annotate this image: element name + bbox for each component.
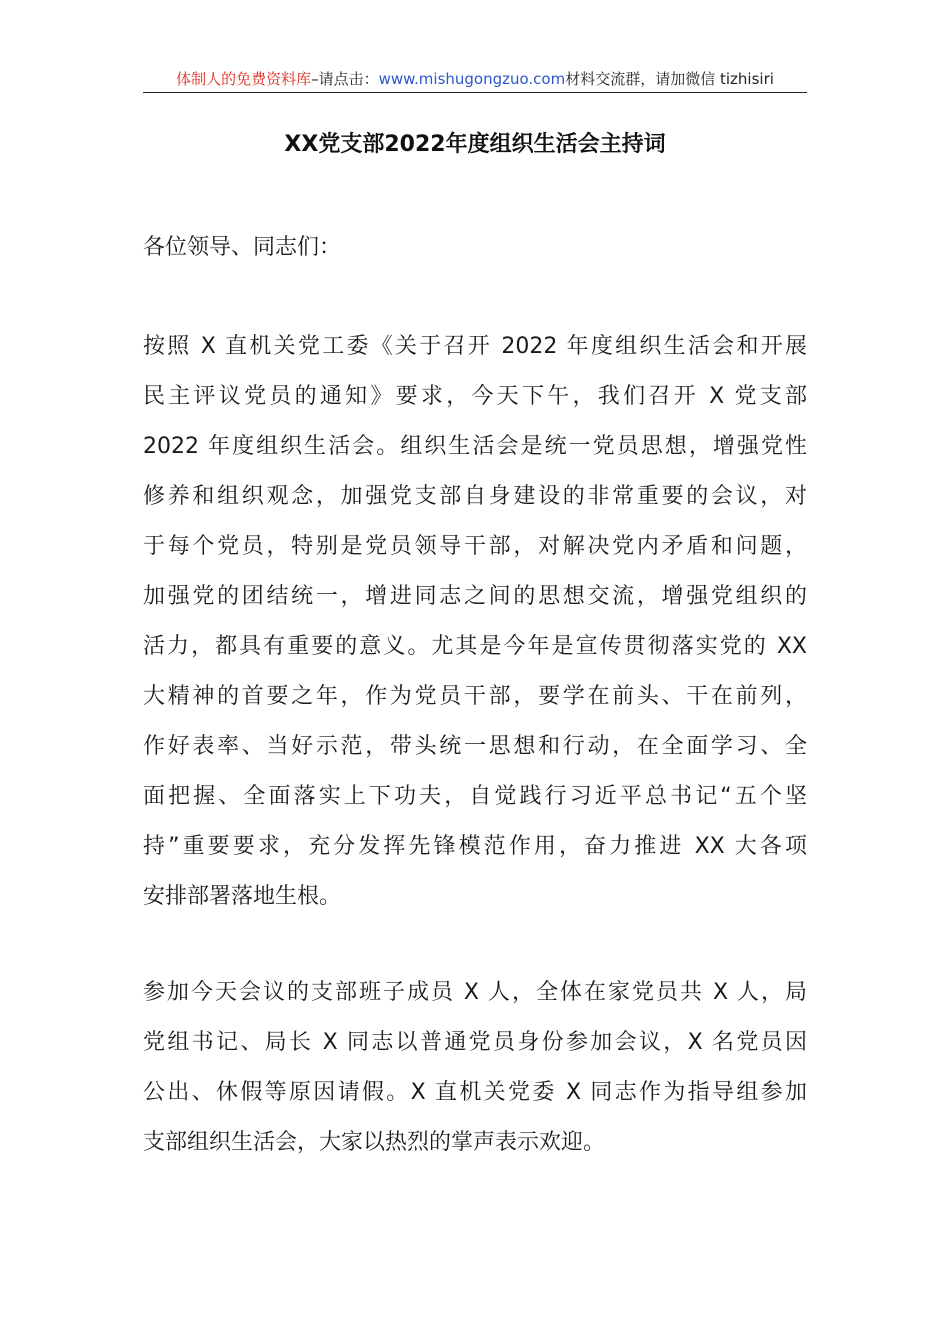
greeting-line: 各位领导、同志们： (143, 235, 342, 260)
paragraph-line: 持”重要要求，充分发挥先锋模范作用，奋力推进 XX 大各项 (143, 834, 807, 859)
paragraph-line: 修养和组织观念，加强党支部自身建设的非常重要的会议，对 (143, 484, 807, 509)
header-suffix: 材料交流群，请加微信 tizhisiri (565, 70, 774, 88)
header-brand: 体制人的免费资料库 (176, 70, 312, 88)
paragraph-line: 大精神的首要之年，作为党员干部，要学在前头、干在前列， (143, 684, 807, 709)
paragraph-1 (143, 322, 807, 922)
header-prompt: –请点击： (311, 70, 379, 88)
paragraph-line: 作好表率、当好示范，带头统一思想和行动，在全面学习、全 (143, 734, 807, 759)
paragraph-2 (143, 968, 807, 1168)
paragraph-line: 支部组织生活会，大家以热烈的掌声表示欢迎。 (143, 1130, 606, 1155)
paragraph-line: 面把握、全面落实上下功夫，自觉践行习近平总书记“五个坚 (143, 784, 807, 809)
header-url-link[interactable]: www.mishugongzuo.com (378, 70, 566, 88)
page-header (143, 68, 807, 93)
paragraph-line: 按照 X 直机关党工委《关于召开 2022 年度组织生活会和开展 (143, 334, 807, 359)
paragraph-line: 2022 年度组织生活会。组织生活会是统一党员思想，增强党性 (143, 434, 807, 459)
paragraph-line: 安排部署落地生根。 (143, 884, 342, 909)
paragraph-line: 党组书记、局长 X 同志以普通党员身份参加会议，X 名党员因 (143, 1030, 807, 1055)
paragraph-line: 参加今天会议的支部班子成员 X 人，全体在家党员共 X 人，局 (143, 980, 807, 1005)
paragraph-line: 加强党的团结统一，增进同志之间的思想交流，增强党组织的 (143, 584, 807, 609)
paragraph-line: 民主评议党员的通知》要求，今天下午，我们召开 X 党支部 (143, 384, 807, 409)
document-title: XX党支部2022年度组织生活会主持词 (284, 132, 666, 157)
paragraph-line: 于每个党员，特别是党员领导干部，对解决党内矛盾和问题， (143, 534, 807, 559)
paragraph-line: 公出、休假等原因请假。X 直机关党委 X 同志作为指导组参加 (143, 1080, 807, 1105)
paragraph-line: 活力，都具有重要的意义。尤其是今年是宣传贯彻落实党的 XX (143, 634, 807, 659)
